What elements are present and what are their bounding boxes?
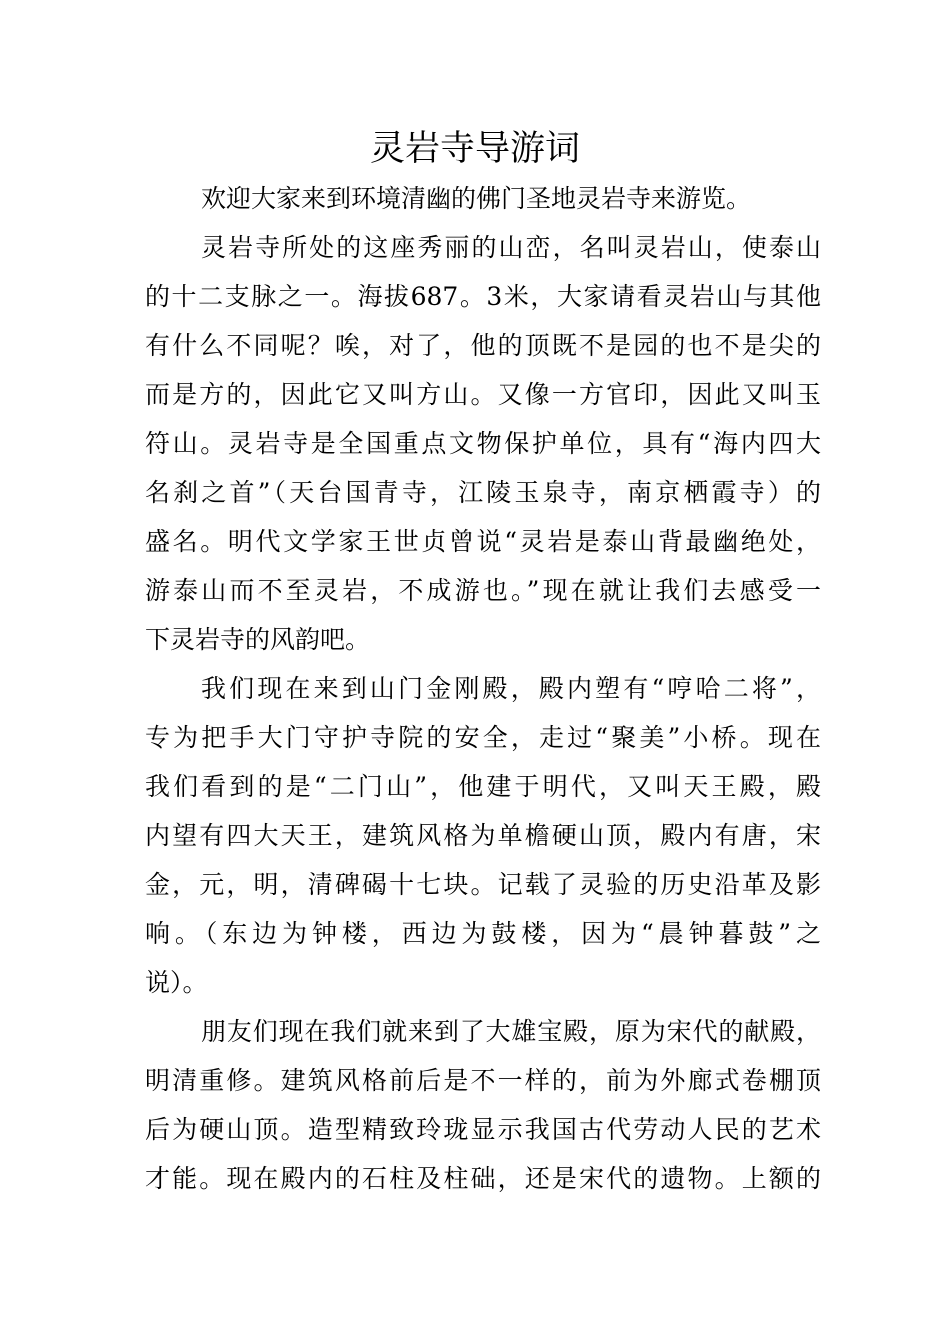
document-title: 灵岩寺导游词 xyxy=(369,129,580,169)
text-line: 后为硬山顶。造型精致玲珑显示我国古代劳动人民的艺术 xyxy=(145,1115,821,1144)
text-line: 有什么不同呢？唉，对了，他的顶既不是园的也不是尖的 xyxy=(145,331,821,360)
text-line: 游泰山而不至灵岩，不成游也。”现在就让我们去感受一 xyxy=(145,576,821,605)
text-line: 的十二支脉之一。海拔687。3米，大家请看灵岩山与其他 xyxy=(145,282,821,311)
text-line: 名刹之首”（天台国青寺，江陵玉泉寺，南京栖霞寺）的 xyxy=(145,478,821,507)
text-line: 下灵岩寺的风韵吧。 xyxy=(145,625,371,654)
text-line: 而是方的，因此它又叫方山。又像一方官印，因此又叫玉 xyxy=(145,380,821,409)
paragraph-daxiong-hall xyxy=(145,1007,821,1203)
text-line: 我们现在来到山门金刚殿，殿内塑有“哼哈二将”， xyxy=(201,674,821,703)
text-line: 专为把手大门守护寺院的安全，走过“聚美”小桥。现在 xyxy=(145,723,821,752)
text-line: 说）。 xyxy=(145,968,208,997)
paragraph-lingyan-mountain xyxy=(145,223,821,664)
text-line: 盛名。明代文学家王世贞曾说“灵岩是泰山背最幽绝处， xyxy=(145,527,821,556)
text-line: 欢迎大家来到环境清幽的佛门圣地灵岩寺来游览。 xyxy=(201,184,752,213)
text-line: 内望有四大天王，建筑风格为单檐硬山顶，殿内有唐，宋 xyxy=(145,821,821,850)
paragraph-shanmen-hall xyxy=(145,664,821,1007)
text-line: 我们看到的是“二门山”，他建于明代，又叫天王殿，殿 xyxy=(145,772,821,801)
text-line: 金，元，明，清碑碣十七块。记载了灵验的历史沿革及影 xyxy=(145,870,821,899)
paragraph-welcome xyxy=(145,174,821,223)
document-body xyxy=(145,174,821,1203)
text-line: 灵岩寺所处的这座秀丽的山峦，名叫灵岩山，使泰山 xyxy=(201,233,821,262)
text-line: 明清重修。建筑风格前后是不一样的，前为外廊式卷棚顶 xyxy=(145,1066,821,1095)
text-line: 响。（东边为钟楼，西边为鼓楼，因为“晨钟暮鼓”之 xyxy=(145,919,821,948)
text-line: 朋友们现在我们就来到了大雄宝殿，原为宋代的献殿， xyxy=(201,1017,821,1046)
text-line: 才能。现在殿内的石柱及柱础，还是宋代的遗物。上额的 xyxy=(145,1164,821,1193)
text-line: 符山。灵岩寺是全国重点文物保护单位，具有“海内四大 xyxy=(145,429,821,458)
